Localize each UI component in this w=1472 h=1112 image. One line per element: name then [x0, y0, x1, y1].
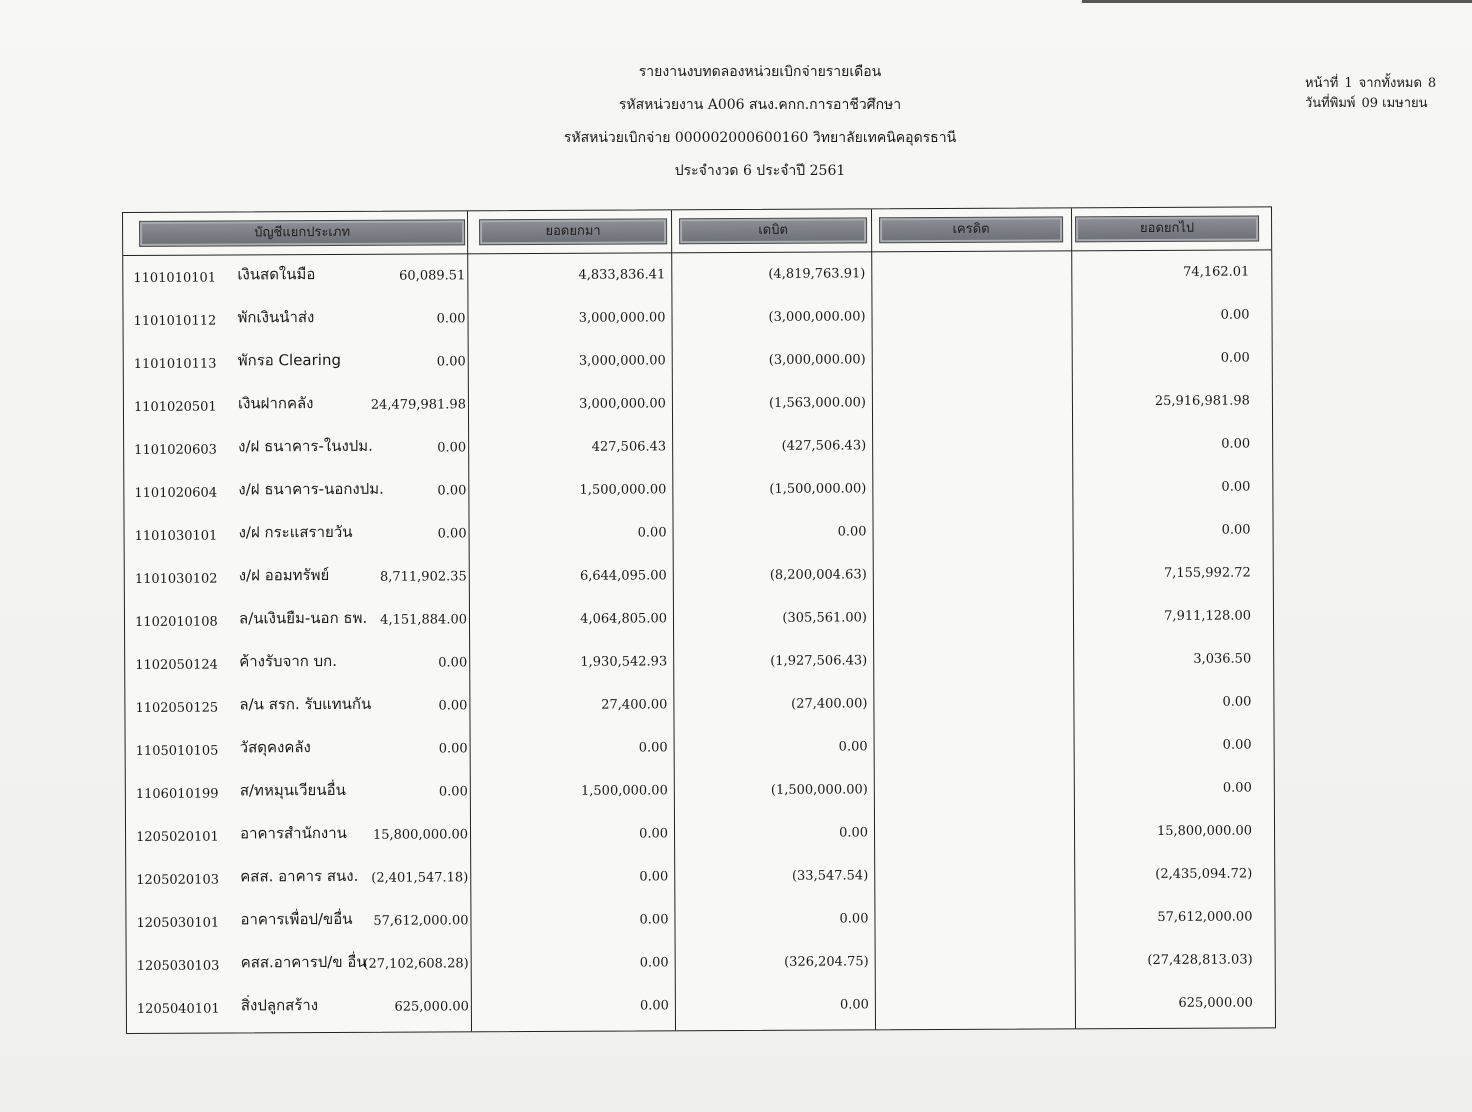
- table-row: [124, 380, 1272, 429]
- account-code: 1205020101: [136, 829, 219, 845]
- carried-forward-amount: 0.00: [1221, 522, 1251, 538]
- table-row: [127, 982, 1275, 1031]
- credit-amount: (3,000,000.00): [768, 309, 866, 325]
- account-code: 1205030101: [136, 915, 220, 931]
- carried-forward-amount: 15,800,000.00: [1156, 823, 1253, 839]
- carried-forward-amount: 0.00: [1220, 307, 1250, 323]
- agency-line: รหัสหน่วยงาน A006 สนง.คกก.การอาชีวศึกษา: [618, 97, 902, 113]
- carried-forward-amount: 625,000.00: [1178, 995, 1253, 1011]
- debit-amount: 3,000,000.00: [578, 353, 666, 369]
- carried-forward-amount: (2,435,094.72): [1155, 866, 1253, 882]
- table-row: [126, 810, 1274, 859]
- table-row: [123, 251, 1271, 300]
- account-code: 1101010113: [133, 356, 217, 372]
- debit-amount: 1,500,000.00: [579, 482, 667, 498]
- account-name: คสส. อาคาร สนง.: [240, 866, 359, 886]
- credit-amount: 0.00: [839, 997, 869, 1013]
- brought-forward-amount: 0.00: [436, 311, 466, 327]
- account-code: 1205020103: [136, 872, 220, 888]
- print-date: 09 เมษายน: [1361, 96, 1428, 111]
- brought-forward-amount: 0.00: [438, 655, 468, 671]
- debit-amount: 27,400.00: [601, 697, 668, 713]
- brought-forward-amount: (27,102,608.28): [363, 956, 469, 972]
- table-row: [125, 552, 1273, 601]
- carried-forward-amount: 0.00: [1220, 350, 1250, 366]
- debit-amount: 0.00: [638, 740, 668, 756]
- table-row: [126, 853, 1274, 902]
- table-row: [125, 638, 1273, 687]
- brought-forward-amount: 15,800,000.00: [372, 827, 469, 843]
- credit-amount: (27,400.00): [791, 696, 868, 712]
- debit-amount: 0.00: [637, 525, 667, 541]
- account-code: 1101030101: [134, 528, 218, 544]
- credit-amount: (8,200,004.63): [769, 567, 867, 583]
- brought-forward-amount: (2,401,547.18): [371, 870, 469, 886]
- debit-amount: 1,930,542.93: [580, 654, 668, 670]
- debit-amount: 4,064,805.00: [580, 611, 668, 627]
- account-name: พักรอ Clearing: [237, 350, 342, 370]
- account-name: ง/ฝ ออมทรัพย์: [238, 565, 330, 585]
- carried-forward-amount: 57,612,000.00: [1157, 909, 1253, 925]
- brought-forward-amount: 60,089.51: [399, 268, 466, 284]
- credit-amount: 0.00: [838, 739, 868, 755]
- credit-amount: (305,561.00): [782, 610, 868, 626]
- debit-amount: 3,000,000.00: [579, 396, 666, 412]
- brought-forward-amount: 57,612,000.00: [373, 913, 469, 929]
- brought-forward-amount: 0.00: [437, 526, 467, 542]
- account-name: ล/น สรก. รับแทนกัน: [239, 694, 372, 714]
- debit-amount: 1,500,000.00: [580, 783, 668, 799]
- carried-forward-amount: 0.00: [1221, 436, 1251, 452]
- account-name: คสส.อาคารป/ข อื่น: [240, 952, 367, 972]
- carried-forward-amount: 7,911,128.00: [1164, 608, 1252, 624]
- credit-amount: (1,500,000.00): [769, 481, 867, 497]
- account-code: 1101010101: [133, 270, 217, 286]
- period-line: ประจำงวด 6 ประจำปี 2561: [674, 163, 846, 179]
- table-row: [125, 681, 1273, 730]
- brought-forward-amount: 24,479,981.98: [370, 397, 466, 413]
- account-name: ง/ฝ ธนาคาร-นอกงปม.: [238, 479, 384, 499]
- print-date-label: วันที่พิมพ์: [1305, 96, 1356, 111]
- credit-amount: (326,204.75): [784, 954, 869, 970]
- account-code: 1102050125: [135, 700, 219, 716]
- debit-amount: 4,833,836.41: [578, 267, 666, 283]
- account-code: 1101030102: [134, 571, 218, 587]
- debit-amount: 0.00: [639, 912, 669, 928]
- account-name: สิ่งปลูกสร้าง: [240, 996, 319, 1015]
- trial-balance-table: [122, 206, 1276, 1034]
- account-name: อาคารสำนักงาน: [239, 823, 347, 843]
- brought-forward-amount: 0.00: [437, 440, 467, 456]
- account-code: 1105010105: [135, 743, 219, 759]
- account-name: เงินฝากคลัง: [237, 394, 314, 413]
- brought-forward-amount: 0.00: [436, 354, 466, 370]
- debit-amount: 0.00: [639, 998, 669, 1014]
- table-row: [126, 767, 1274, 816]
- header-brought-forward: ยอดยกมา: [479, 218, 667, 245]
- account-code: 1101010112: [133, 313, 217, 329]
- header-account: บัญชีแยกประเภท: [139, 219, 465, 247]
- account-name: ค้างรับจาก บก.: [239, 651, 338, 671]
- brought-forward-amount: 8,711,902.35: [379, 569, 467, 585]
- account-code: 1106010199: [135, 786, 219, 802]
- header-debit: เดบิต: [679, 217, 867, 244]
- carried-forward-amount: 0.00: [1222, 737, 1252, 753]
- credit-amount: (4,819,763.91): [768, 266, 866, 282]
- page-label: หน้าที่: [1305, 76, 1339, 91]
- report-header: [420, 64, 1100, 196]
- table-row: [124, 509, 1272, 558]
- debit-amount: 6,644,095.00: [579, 568, 667, 584]
- account-name: ง/ฝ ธนาคาร-ในงปม.: [238, 436, 373, 456]
- credit-amount: 0.00: [839, 825, 869, 841]
- carried-forward-amount: 25,916,981.98: [1154, 393, 1250, 409]
- account-code: 1101020603: [134, 442, 217, 458]
- carried-forward-amount: 3,036.50: [1193, 651, 1252, 667]
- brought-forward-amount: 0.00: [438, 784, 468, 800]
- total-pages: 8: [1427, 76, 1437, 91]
- carried-forward-amount: 0.00: [1222, 780, 1252, 796]
- debit-amount: 3,000,000.00: [578, 310, 666, 326]
- debit-amount: 0.00: [639, 826, 669, 842]
- carried-forward-amount: 0.00: [1221, 479, 1251, 495]
- account-code: 1205040101: [136, 1001, 220, 1017]
- credit-amount: (427,506.43): [781, 438, 867, 454]
- header-credit: เครดิต: [879, 216, 1063, 243]
- account-name: วัสดุคงคลัง: [239, 738, 311, 757]
- page-edge-shadow: [1082, 0, 1472, 3]
- carried-forward-amount: (27,428,813.03): [1147, 952, 1253, 968]
- debit-amount: 0.00: [639, 955, 669, 971]
- brought-forward-amount: 0.00: [438, 741, 468, 757]
- account-name: ง/ฝ กระแสรายวัน: [238, 522, 353, 542]
- carried-forward-amount: 0.00: [1222, 694, 1252, 710]
- account-code: 1101020604: [134, 485, 218, 501]
- credit-amount: (33,547.54): [791, 868, 869, 884]
- brought-forward-amount: 4,151,884.00: [380, 612, 468, 628]
- table-header-row: [123, 207, 1271, 256]
- credit-amount: (1,927,506.43): [770, 653, 868, 669]
- account-name: พักเงินนำส่ง: [237, 308, 315, 327]
- account-code: 1102010108: [134, 614, 218, 630]
- credit-amount: (1,500,000.00): [770, 782, 868, 798]
- account-name: เงินสดในมือ: [237, 265, 316, 284]
- report-title: รายงานงบทดลองหน่วยเบิกจ่ายรายเดือน: [638, 64, 882, 80]
- account-code: 1205030103: [136, 958, 220, 974]
- credit-amount: (3,000,000.00): [768, 352, 866, 368]
- table-row: [125, 595, 1273, 644]
- page-info: [1305, 74, 1442, 114]
- credit-amount: 0.00: [839, 911, 869, 927]
- table-row: [124, 423, 1272, 472]
- disbursing-unit-line: รหัสหน่วยเบิกจ่าย 000002000600160 วิทยาลัยเทคนิคอุดรธานี: [563, 130, 957, 146]
- credit-amount: 0.00: [837, 524, 867, 540]
- header-carried-forward: ยอดยกไป: [1075, 215, 1259, 242]
- table-row: [124, 337, 1272, 386]
- brought-forward-amount: 0.00: [437, 483, 467, 499]
- debit-amount: 0.00: [639, 869, 669, 885]
- carried-forward-amount: 74,162.01: [1183, 264, 1250, 280]
- account-name: ล/นเงินยืม-นอก ธพ.: [238, 608, 368, 628]
- total-label: จากทั้งหมด: [1358, 76, 1422, 91]
- table-row: [123, 294, 1271, 343]
- account-name: ส/ทหมุนเวียนอื่น: [239, 780, 346, 800]
- brought-forward-amount: 0.00: [438, 698, 468, 714]
- account-name: อาคารเพื่อป/ขอื่น: [240, 909, 353, 929]
- table-row: [127, 939, 1275, 988]
- page-number: 1: [1344, 76, 1353, 91]
- account-code: 1102050124: [135, 657, 218, 673]
- table-row: [126, 896, 1274, 945]
- brought-forward-amount: 625,000.00: [394, 999, 469, 1015]
- table-row: [124, 466, 1272, 515]
- carried-forward-amount: 7,155,992.72: [1163, 565, 1251, 581]
- credit-amount: (1,563,000.00): [768, 395, 866, 411]
- table-row: [126, 724, 1274, 773]
- debit-amount: 427,506.43: [591, 439, 667, 455]
- account-code: 1101020501: [133, 399, 217, 415]
